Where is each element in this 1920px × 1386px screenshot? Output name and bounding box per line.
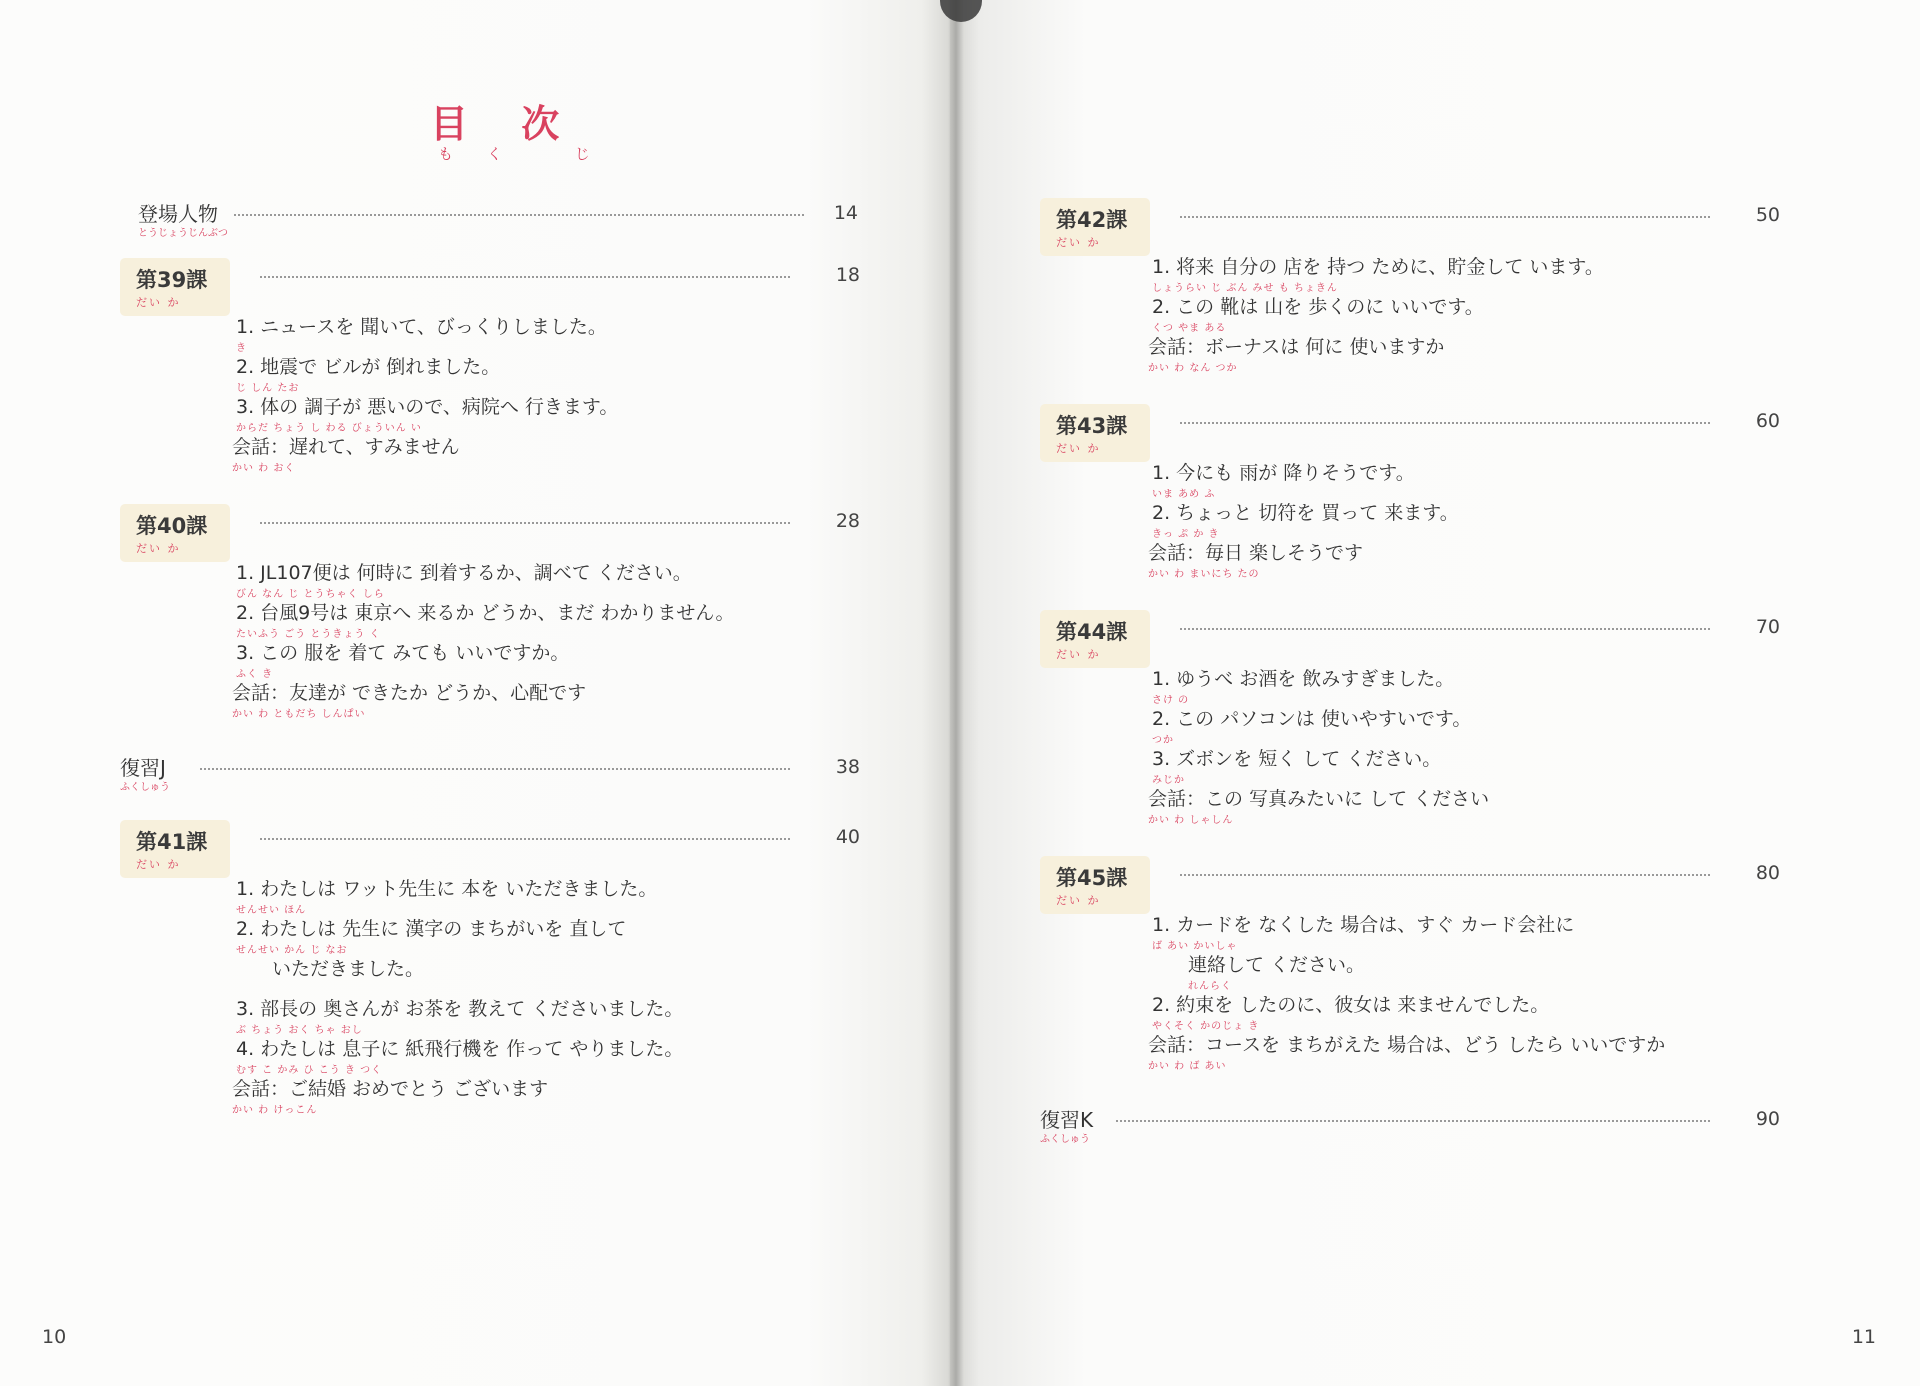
kaiwa-line: 会話：遅れて、すみません: [232, 436, 460, 458]
toc-page-number: 18: [835, 264, 860, 286]
sentence-ruby: びん なん じ とうちゃく しら: [236, 589, 385, 600]
sentence-ruby: くつ やま ある: [1152, 323, 1227, 334]
sentence-line: 2. 台風9号は 東京へ 来るか どうか、まだ わかりません。: [236, 602, 735, 624]
sentence-ruby: ふく き: [236, 669, 274, 680]
sentence-ruby: ば あい かいしゃ: [1152, 941, 1238, 952]
sentence-line: 2. この パソコンは 使いやすいです。: [1152, 708, 1472, 730]
review-title-ruby: ふくしゅう: [1040, 1134, 1090, 1145]
sentence-line: 1. 今にも 雨が 降りそうです。: [1152, 462, 1415, 484]
sentence-ruby: じ しん たお: [236, 383, 300, 394]
lesson-title-ruby: だい か: [1056, 648, 1101, 661]
left-page: [0, 0, 950, 1386]
lesson-entry[interactable]: [1040, 404, 1780, 464]
toc-page-number: 14: [833, 202, 858, 224]
page-title: 目 次: [430, 102, 580, 146]
sentence-ruby: かい わ けっこん: [232, 1105, 318, 1116]
dot-leader: [260, 522, 790, 524]
review-title: 復習J: [120, 756, 166, 780]
dot-leader: [234, 214, 804, 216]
dot-leader: [1180, 216, 1710, 218]
sentence-line: 2. 地震で ビルが 倒れました。: [236, 356, 501, 378]
dot-leader: [1180, 628, 1710, 630]
lesson-title: 第40課: [136, 514, 208, 538]
sentence-ruby: みじか: [1152, 775, 1185, 786]
characters-entry[interactable]: [138, 196, 858, 256]
sentence-ruby: れんらく: [1188, 981, 1232, 992]
kaiwa-line: 会話：この 写真みたいに して ください: [1148, 788, 1490, 810]
lesson-entry[interactable]: [1040, 856, 1780, 916]
dot-leader: [200, 768, 790, 770]
review-title-ruby: ふくしゅう: [120, 782, 170, 793]
sentence-line: 2. この 靴は 山を 歩くのに いいです。: [1152, 296, 1484, 318]
toc-title-block: [430, 102, 624, 164]
toc-page-number: 80: [1755, 862, 1780, 884]
sentence-line: 3. 部長の 奥さんが お茶を 教えて くださいました。: [236, 998, 684, 1020]
kaiwa-line: 会話：ボーナスは 何に 使いますか: [1148, 336, 1445, 358]
lesson-title-ruby: だい か: [1056, 894, 1101, 907]
review-entry[interactable]: [1040, 1102, 1780, 1162]
sentence-ruby: からだ ちょう し わる びょういん い: [236, 423, 422, 434]
toc-page-number: 28: [835, 510, 860, 532]
sentence-line: 3. ズボンを 短く して ください。: [1152, 748, 1442, 770]
lesson-entry[interactable]: [120, 504, 860, 564]
lesson-title-ruby: だい か: [136, 858, 181, 871]
lesson-entry[interactable]: [1040, 198, 1780, 258]
page-title-ruby: もく じ: [438, 145, 624, 163]
sentence-ruby: かい わ しゃしん: [1148, 815, 1234, 826]
lesson-title-ruby: だい か: [136, 296, 181, 309]
lesson-title: 第43課: [1056, 414, 1128, 438]
toc-page-number: 40: [835, 826, 860, 848]
gutter-shadow: [948, 0, 964, 1386]
review-entry[interactable]: [120, 750, 860, 810]
sentence-ruby: いま あめ ふ: [1152, 489, 1216, 500]
sentence-line: 1. ゆうべ お酒を 飲みすぎました。: [1152, 668, 1455, 690]
sentence-ruby: ぶ ちょう おく ちゃ おし: [236, 1025, 363, 1036]
sentence-line: 2. わたしは 先生に 漢字の まちがいを 直して: [236, 918, 627, 940]
page-number-left: 10: [42, 1326, 67, 1348]
sentence-ruby: かい わ おく: [232, 463, 296, 474]
toc-page-number: 90: [1755, 1108, 1780, 1130]
sentence-ruby: き: [236, 343, 247, 354]
review-title: 復習K: [1040, 1108, 1094, 1132]
sentence-ruby: かい わ まいにち たの: [1148, 569, 1260, 580]
sentence-line: 連絡して ください。: [1188, 954, 1366, 976]
sentence-line: 1. カードを なくした 場合は、すぐ カード会社に: [1152, 914, 1575, 936]
lesson-title-ruby: だい か: [1056, 442, 1101, 455]
lesson-title: 第42課: [1056, 208, 1128, 232]
dot-leader: [260, 838, 790, 840]
sentence-ruby: やくそく かのじょ き: [1152, 1021, 1260, 1032]
lesson-entry[interactable]: [120, 820, 860, 880]
sentence-ruby: かい わ なん つか: [1148, 363, 1238, 374]
kaiwa-line: 会話：ご結婚 おめでとう ございます: [232, 1078, 549, 1100]
sentence-line: 2. 約束を したのに、彼女は 来ませんでした。: [1152, 994, 1550, 1016]
sentence-ruby: しょうらい じ ぶん みせ も ちょきん: [1152, 283, 1338, 294]
characters-title-ruby: とうじょうじんぶつ: [138, 228, 228, 239]
toc-page-number: 38: [835, 756, 860, 778]
sentence-line: 4. わたしは 息子に 紙飛行機を 作って やりました。: [236, 1038, 684, 1060]
sentence-line: 3. この 服を 着て みても いいですか。: [236, 642, 570, 664]
sentence-line: 2. ちょっと 切符を 買って 来ます。: [1152, 502, 1459, 524]
sentence-ruby: かい わ ともだち しんぱい: [232, 709, 366, 720]
sentence-ruby: きっ ぷ か き: [1152, 529, 1220, 540]
kaiwa-line: 会話：コースを まちがえた 場合は、どう したら いいですか: [1148, 1034, 1666, 1056]
lesson-title: 第44課: [1056, 620, 1128, 644]
sentence-line: 1. わたしは ワット先生に 本を いただきました。: [236, 878, 658, 900]
sentence-ruby: たいふう ごう とうきょう く: [236, 629, 381, 640]
lesson-title: 第39課: [136, 268, 208, 292]
sentence-line: 3. 体の 調子が 悪いので、病院へ 行きます。: [236, 396, 619, 418]
kaiwa-line: 会話：友達が できたか どうか、心配です: [232, 682, 587, 704]
sentence-ruby: せんせい かん じ なお: [236, 945, 348, 956]
lesson-entry[interactable]: [1040, 610, 1780, 670]
lesson-title: 第41課: [136, 830, 208, 854]
sentence-line: 1. 将来 自分の 店を 持つ ために、貯金して います。: [1152, 256, 1604, 278]
kaiwa-line: 会話：毎日 楽しそうです: [1148, 542, 1364, 564]
sentence-ruby: つか: [1152, 735, 1174, 746]
lesson-title-ruby: だい か: [136, 542, 181, 555]
dot-leader: [1116, 1120, 1710, 1122]
right-page: [950, 0, 1920, 1386]
toc-page-number: 60: [1755, 410, 1780, 432]
sentence-line: 1. JL107便は 何時に 到着するか、調べて ください。: [236, 562, 692, 584]
dot-leader: [260, 276, 790, 278]
sentence-line: いただきました。: [272, 958, 425, 980]
sentence-ruby: さけ の: [1152, 695, 1190, 706]
lesson-title-ruby: だい か: [1056, 236, 1101, 249]
lesson-title: 第45課: [1056, 866, 1128, 890]
sentence-line: 1. ニュースを 聞いて、びっくりしました。: [236, 316, 607, 338]
sentence-ruby: せんせい ほん: [236, 905, 307, 916]
page-number-right: 11: [1851, 1326, 1876, 1348]
sentence-ruby: むす こ かみ ひ こう き つく: [236, 1065, 383, 1076]
lesson-entry[interactable]: [120, 258, 860, 318]
toc-page-number: 70: [1755, 616, 1780, 638]
dot-leader: [1180, 422, 1710, 424]
dot-leader: [1180, 874, 1710, 876]
characters-title: 登場人物: [138, 202, 218, 226]
toc-page-number: 50: [1755, 204, 1780, 226]
sentence-ruby: かい わ ば あい: [1148, 1061, 1227, 1072]
